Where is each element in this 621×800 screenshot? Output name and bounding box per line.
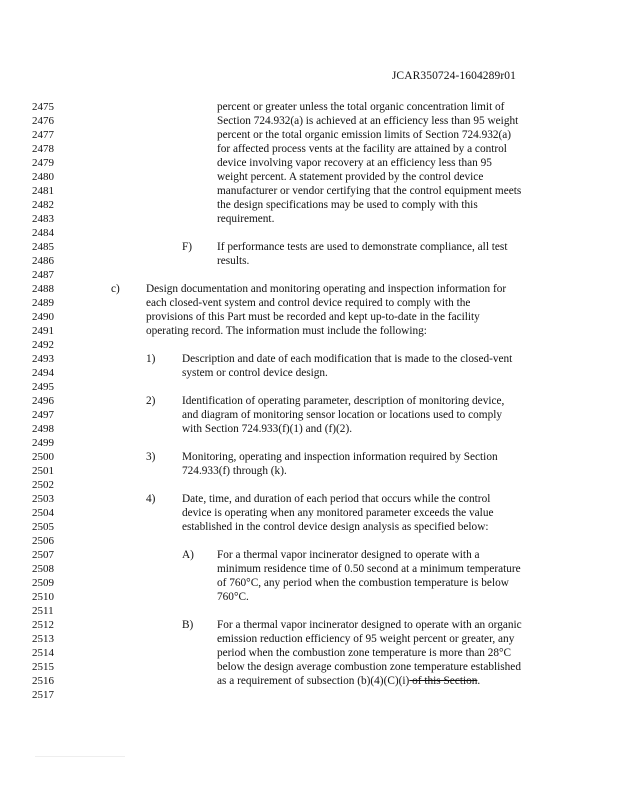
line-text-content: weight percent. A statement provided by the control device [217, 170, 484, 183]
line-2487 [0, 268, 621, 282]
line-2516 [0, 674, 621, 688]
line-text-content: and diagram of monitoring sensor location or locations used to comply [182, 408, 503, 421]
line-number: 2476 [32, 114, 54, 127]
line-text-content: as a requirement of subsection (b)(4)(C)(i) [217, 675, 410, 688]
line-text [217, 100, 504, 114]
line-text-content: emission reduction efficiency of 95 weight percent or greater, any [217, 633, 515, 646]
line-text [182, 408, 502, 422]
line-number: 2479 [32, 156, 54, 169]
line-text-content: operating record. The information must include the following: [146, 324, 427, 337]
line-number: 2503 [32, 493, 54, 506]
line-number: 2491 [32, 324, 54, 337]
line-text-content: results. [217, 254, 250, 267]
line-number: 2481 [32, 184, 54, 197]
line-text [217, 128, 511, 142]
line-text [182, 492, 490, 506]
line-text [217, 562, 521, 576]
line-2499 [0, 436, 621, 450]
line-2477 [0, 128, 621, 142]
item-label: 4) [146, 493, 156, 506]
line-2512 [0, 618, 621, 632]
line-text-content: system or control device design. [182, 366, 328, 379]
line-2485 [0, 240, 621, 254]
line-2513 [0, 632, 621, 646]
line-2500 [0, 450, 621, 464]
line-number: 2480 [32, 170, 54, 183]
line-text [146, 310, 480, 324]
line-text-content: established in the control device design analysis as specified below: [182, 521, 489, 534]
line-number: 2506 [32, 535, 54, 548]
line-2509 [0, 576, 621, 590]
item-label: 3) [146, 451, 156, 463]
line-2483 [0, 212, 621, 226]
line-2490 [0, 310, 621, 324]
line-number: 2477 [32, 128, 54, 141]
line-2479 [0, 156, 621, 170]
line-number: 2500 [32, 451, 54, 463]
line-text-content: manufacturer or vendor certifying that the control equipment meets [217, 184, 522, 197]
item-label: 2) [146, 394, 156, 407]
line-text-content: below the design average combustion zone temperature established [217, 661, 521, 674]
line-2484 [0, 226, 621, 240]
line-2488 [0, 282, 621, 296]
line-2492 [0, 338, 621, 352]
line-text [182, 394, 504, 408]
footer-divider [35, 756, 125, 757]
line-number: 2507 [32, 549, 54, 562]
line-text [182, 450, 498, 464]
line-text [217, 142, 507, 156]
line-2482 [0, 198, 621, 212]
line-text-content: of 760°C, any period when the combustion temperature is below [217, 577, 509, 590]
line-number: 2511 [32, 605, 54, 618]
line-text [182, 366, 328, 380]
line-text-content: 760°C. [217, 591, 249, 604]
line-number: 2482 [32, 198, 54, 211]
line-text [217, 576, 509, 590]
line-text [217, 674, 480, 688]
line-text [146, 296, 470, 310]
line-text [217, 632, 514, 646]
line-text-content: each closed-vent system and control device required to comply with the [146, 296, 471, 309]
line-2497 [0, 408, 621, 422]
line-text-content: Design documentation and monitoring operating and inspection information for [146, 282, 507, 295]
line-text-content: the design specifications may be used to comply with this [217, 198, 478, 211]
line-number: 2513 [32, 633, 54, 646]
line-text-tail: . [477, 675, 481, 688]
line-number: 2502 [32, 479, 54, 492]
line-text [217, 114, 518, 128]
line-2504 [0, 506, 621, 520]
line-text-content: for affected process vents at the facility are attained by a control [217, 142, 507, 155]
line-text-content: Description and date of each modification that is made to the closed-vent [182, 352, 513, 365]
line-text [217, 212, 274, 226]
line-text-content: Section 724.932(a) is achieved at an efficiency less than 95 weight [217, 114, 519, 127]
line-number: 2517 [32, 689, 54, 702]
line-2493 [0, 352, 621, 366]
line-2510 [0, 590, 621, 604]
line-text-content: percent or greater unless the total organic concentration limit of [217, 100, 505, 113]
line-2498 [0, 422, 621, 436]
item-label: A) [182, 549, 194, 562]
line-number: 2494 [32, 366, 54, 379]
line-2502 [0, 478, 621, 492]
line-text-content: device is operating when any monitored parameter exceeds the value [182, 507, 494, 520]
line-number: 2496 [32, 394, 54, 407]
line-text [217, 646, 511, 660]
line-number: 2478 [32, 142, 54, 155]
line-number: 2485 [32, 240, 54, 253]
line-2503 [0, 492, 621, 506]
line-2489 [0, 296, 621, 310]
line-text-content: Date, time, and duration of each period that occurs while the control [182, 493, 491, 506]
line-text-content: If performance tests are used to demonstrate compliance, all test [217, 240, 508, 253]
line-2481 [0, 184, 621, 198]
line-number: 2512 [32, 619, 54, 632]
line-text [146, 282, 506, 296]
line-number: 2508 [32, 563, 54, 576]
item-label: 1) [146, 352, 156, 365]
line-number: 2499 [32, 436, 54, 449]
line-text-content: Identification of operating parameter, description of monitoring device, [182, 394, 505, 407]
line-text [217, 156, 492, 170]
line-text-content: with Section 724.933(f)(1) and (f)(2). [182, 422, 353, 435]
line-number: 2488 [32, 282, 54, 295]
line-number: 2492 [32, 338, 54, 351]
line-2514 [0, 646, 621, 660]
line-number: 2483 [32, 212, 54, 225]
line-2480 [0, 170, 621, 184]
line-text [217, 618, 522, 632]
line-2478 [0, 142, 621, 156]
line-number: 2475 [32, 100, 54, 113]
line-text-content: requirement. [217, 212, 275, 225]
line-number: 2493 [32, 352, 54, 365]
line-number: 2515 [32, 661, 54, 674]
line-number: 2484 [32, 226, 54, 239]
line-text [217, 548, 480, 562]
line-2501 [0, 464, 621, 478]
line-number: 2487 [32, 268, 54, 281]
line-text-content: minimum residence time of 0.50 second at a minimum temperature [217, 563, 521, 576]
item-label: F) [182, 240, 193, 253]
line-text [217, 184, 521, 198]
line-text [217, 254, 249, 268]
line-text-content: For a thermal vapor incinerator designed to operate with an organic [217, 619, 522, 632]
line-2494 [0, 366, 621, 380]
line-2491 [0, 324, 621, 338]
line-2508 [0, 562, 621, 576]
line-number: 2510 [32, 591, 54, 604]
line-number: 2504 [32, 507, 54, 520]
line-number: 2514 [32, 647, 54, 660]
line-number: 2516 [32, 675, 54, 688]
line-2505 [0, 520, 621, 534]
line-text [182, 506, 493, 520]
line-text-content: period when the combustion zone temperature is more than 28°C [217, 647, 512, 660]
line-text-content: percent or the total organic emission limits of Section 724.932(a) [217, 128, 512, 141]
line-number: 2498 [32, 422, 54, 435]
item-label: B) [182, 619, 194, 632]
line-text [146, 324, 427, 338]
line-text-content: Monitoring, operating and inspection information required by Section [182, 451, 498, 463]
document-id-header: JCAR350724-1604289r01 [391, 70, 516, 82]
line-text-content: provisions of this Part must be recorded and kept up-to-date in the facility [146, 310, 480, 323]
line-2507 [0, 548, 621, 562]
line-2496 [0, 394, 621, 408]
line-text [217, 590, 249, 604]
line-number: 2495 [32, 380, 54, 393]
line-2476 [0, 114, 621, 128]
line-2486 [0, 254, 621, 268]
line-2515 [0, 660, 621, 674]
line-2495 [0, 380, 621, 394]
line-text-content: device involving vapor recovery at an efficiency less than 95 [217, 156, 492, 169]
line-number: 2501 [32, 465, 54, 478]
line-text [182, 352, 512, 366]
line-text [217, 170, 483, 184]
line-text [217, 240, 507, 254]
line-2475 [0, 100, 621, 114]
line-2511 [0, 604, 621, 618]
line-number: 2486 [32, 254, 54, 267]
line-text [182, 520, 489, 534]
line-number: 2509 [32, 577, 54, 590]
line-text-content: For a thermal vapor incinerator designed to operate with a [217, 549, 480, 562]
line-2506 [0, 534, 621, 548]
line-text [182, 422, 352, 436]
line-number: 2505 [32, 521, 54, 534]
line-number: 2489 [32, 296, 54, 309]
line-number: 2497 [32, 408, 54, 421]
line-text [217, 198, 478, 212]
item-label: c) [111, 282, 120, 295]
line-text [182, 464, 287, 478]
line-number: 2490 [32, 310, 54, 323]
struck-text: of this Section [409, 675, 478, 688]
line-text-content: 724.933(f) through (k). [182, 465, 287, 478]
line-text [217, 660, 521, 674]
line-2517 [0, 688, 621, 702]
